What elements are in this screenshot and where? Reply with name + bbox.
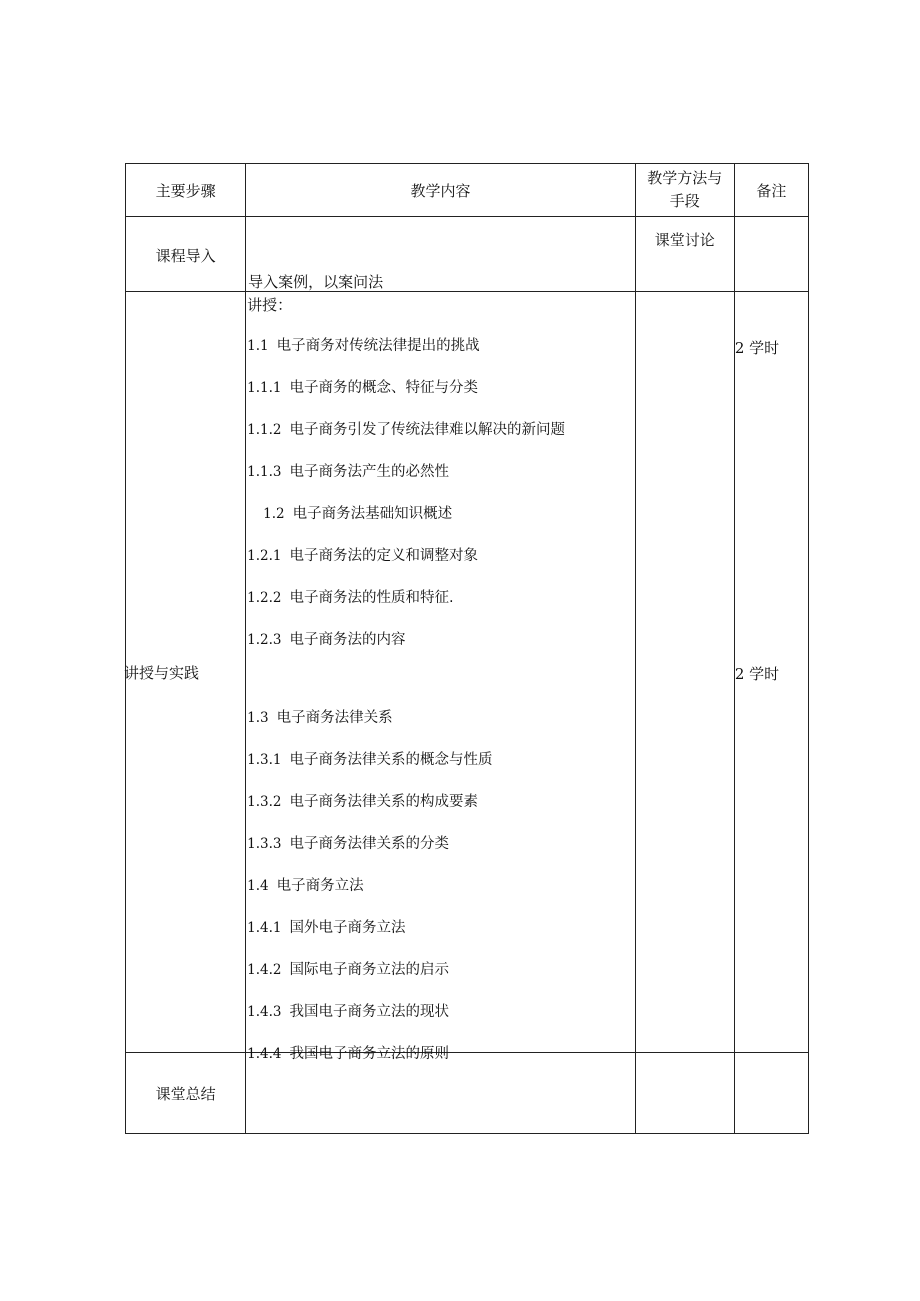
outline-item-text: 电子商务的概念、特征与分类 bbox=[289, 380, 479, 396]
intro-note-cell bbox=[734, 217, 808, 292]
main-method-cell bbox=[635, 292, 734, 1053]
summary-step-label: 课堂总结 bbox=[155, 1085, 216, 1103]
outline-item-text: 电子商务法的性质和特征. bbox=[289, 590, 454, 606]
outline-item-number: 1.2.3 bbox=[247, 632, 282, 648]
outline-item-number: 1.4.4 bbox=[247, 1046, 282, 1062]
outline-item-text: 国外电子商务立法 bbox=[289, 920, 406, 936]
outline-item bbox=[247, 376, 478, 397]
main-note-1: 2 学时 bbox=[734, 339, 780, 357]
outline-item-text: 电子商务法的定义和调整对象 bbox=[289, 548, 479, 564]
outline-item bbox=[247, 418, 565, 439]
outline-item bbox=[247, 832, 449, 853]
main-step-cell bbox=[126, 292, 246, 1053]
main-note-2: 2 学时 bbox=[734, 665, 780, 683]
header-method-label-line1: 教学方法与 bbox=[647, 169, 723, 187]
intro-step-cell bbox=[126, 217, 246, 292]
lesson-plan-table bbox=[125, 163, 809, 1134]
outline-item bbox=[247, 334, 479, 355]
outline-item-number: 1.3.2 bbox=[247, 794, 282, 810]
outline-item bbox=[247, 958, 449, 979]
outline-item-number: 1.1 bbox=[247, 338, 269, 354]
outline-item-text: 电子商务法律关系的构成要素 bbox=[289, 794, 479, 810]
summary-step-cell bbox=[126, 1053, 246, 1134]
outline-item-text: 我国电子商务立法的现状 bbox=[289, 1004, 450, 1020]
outline-item-number: 1.2.1 bbox=[247, 548, 282, 564]
header-note-label: 备注 bbox=[756, 181, 787, 200]
outline-item bbox=[247, 706, 392, 727]
outline-item-text: 电子商务法基础知识概述 bbox=[292, 506, 453, 522]
outline-item-number: 1.1.1 bbox=[247, 380, 282, 396]
outline-item-number: 1.3.1 bbox=[247, 752, 282, 768]
outline-item-text: 电子商务法的内容 bbox=[289, 632, 406, 648]
outline-item-text: 电子商务法产生的必然性 bbox=[289, 464, 450, 480]
summary-method-cell bbox=[635, 1053, 734, 1134]
outline-item-number: 1.3.3 bbox=[247, 836, 282, 852]
header-method bbox=[635, 164, 734, 217]
summary-note-cell bbox=[734, 1053, 808, 1134]
outline-item-number: 1.4.2 bbox=[247, 962, 282, 978]
summary-row bbox=[126, 1053, 809, 1134]
outline-item bbox=[247, 544, 478, 565]
header-content bbox=[246, 164, 636, 217]
outline-item bbox=[247, 628, 405, 649]
header-step-label: 主要步骤 bbox=[155, 181, 216, 200]
intro-row bbox=[126, 217, 809, 292]
header-content-label: 教学内容 bbox=[410, 181, 471, 200]
intro-content-text: 导入案例，以案问法 bbox=[248, 273, 384, 291]
outline-item-text: 电子商务引发了传统法律难以解决的新问题 bbox=[289, 422, 566, 438]
main-step-label: 讲授与实践 bbox=[124, 664, 200, 682]
outline-item-number: 1.4.3 bbox=[247, 1004, 282, 1020]
outline-item-text: 电子商务对传统法律提出的挑战 bbox=[276, 338, 480, 354]
outline-item bbox=[247, 1000, 449, 1021]
outline-item bbox=[247, 460, 449, 481]
outline-item-number: 1.1.2 bbox=[247, 422, 282, 438]
summary-content-cell bbox=[246, 1053, 636, 1134]
intro-content-cell bbox=[246, 217, 636, 292]
header-row bbox=[126, 164, 809, 217]
header-note bbox=[734, 164, 808, 217]
outline-item-number: 1.4.1 bbox=[247, 920, 282, 936]
outline-item-text: 国际电子商务立法的启示 bbox=[289, 962, 450, 978]
outline-item-text: 电子商务法律关系的分类 bbox=[289, 836, 450, 852]
outline-item-text: 电子商务法律关系 bbox=[276, 710, 393, 726]
outline-item-text: 我国电子商务立法的原则 bbox=[289, 1046, 450, 1062]
outline-item-number: 1.2.2 bbox=[247, 590, 282, 606]
outline-item-number: 1.1.3 bbox=[247, 464, 282, 480]
main-note-cell bbox=[734, 292, 808, 1053]
intro-step-label: 课程导入 bbox=[155, 247, 216, 265]
outline-item bbox=[263, 502, 452, 523]
main-lead-text: 讲授： bbox=[247, 296, 293, 314]
outline-item-text: 电子商务立法 bbox=[276, 878, 364, 894]
outline-item-text: 电子商务法律关系的概念与性质 bbox=[289, 752, 493, 768]
intro-method-text: 课堂讨论 bbox=[654, 231, 715, 249]
outline-item bbox=[247, 586, 453, 607]
outline-item-number: 1.3 bbox=[247, 710, 269, 726]
outline-item bbox=[247, 916, 405, 937]
outline-item bbox=[247, 748, 492, 769]
outline-item-number: 1.4 bbox=[247, 878, 269, 894]
header-step bbox=[126, 164, 246, 217]
main-row bbox=[126, 292, 809, 1053]
outline-item-number: 1.2 bbox=[263, 506, 285, 522]
main-content-cell bbox=[246, 292, 636, 1062]
outline-item bbox=[247, 790, 478, 811]
outline-item bbox=[247, 874, 363, 895]
header-method-label-line2: 手段 bbox=[669, 192, 700, 210]
intro-method-cell bbox=[635, 217, 734, 292]
